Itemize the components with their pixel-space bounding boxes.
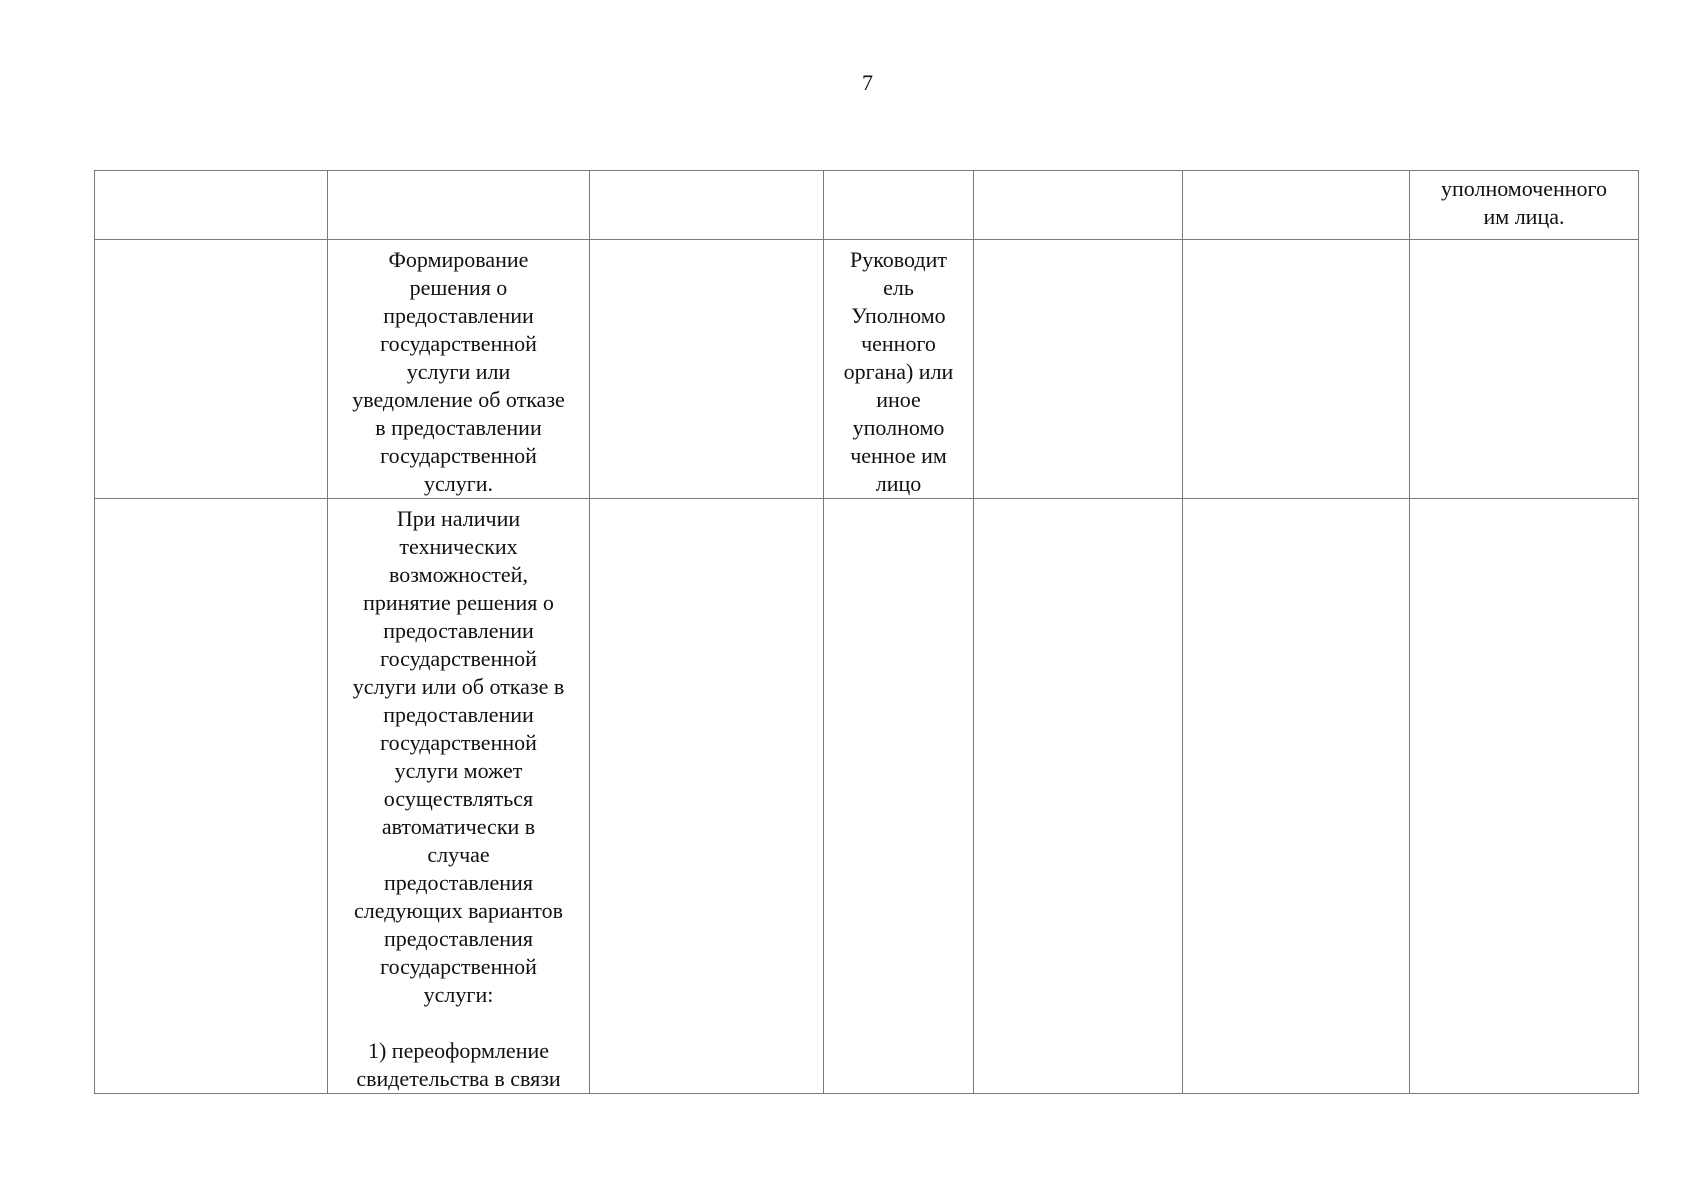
table-cell <box>974 171 1183 240</box>
table-cell <box>590 171 824 240</box>
table-cell <box>328 171 590 240</box>
table-cell <box>1410 499 1639 1094</box>
table-cell: уполномоченного им лица. <box>1410 171 1639 240</box>
table-cell: Формирование решения о предоставлении государственной услуги или уведомление об отказе в предоставлении государственной услуги. <box>328 240 590 499</box>
table-cell <box>1183 171 1410 240</box>
table-cell <box>824 171 974 240</box>
table-cell: Руководит ель Уполномо ченного органа) или иное уполномо ченное им лицо <box>824 240 974 499</box>
table-cell <box>974 499 1183 1094</box>
table-cell <box>95 499 328 1094</box>
table-row <box>95 240 1639 499</box>
process-table <box>94 170 1639 1094</box>
table-row <box>95 499 1639 1094</box>
table-cell <box>95 240 328 499</box>
table-cell <box>95 171 328 240</box>
table-cell: При наличии технических возможностей, принятие решения о предоставлении государственной услуги или об отказе в предоставлении государственной услуги может осуществляться автоматически в случае предоставления следующих вариантов предоставления государственной услуги: 1) переоформление свидетельства в связи <box>328 499 590 1094</box>
table-cell <box>1183 240 1410 499</box>
page-number: 7 <box>862 70 873 95</box>
table-cell <box>590 499 824 1094</box>
table-cell <box>1183 499 1410 1094</box>
table-row <box>95 171 1639 240</box>
table-cell <box>590 240 824 499</box>
table-cell <box>1410 240 1639 499</box>
table-cell <box>824 499 974 1094</box>
table-cell <box>974 240 1183 499</box>
